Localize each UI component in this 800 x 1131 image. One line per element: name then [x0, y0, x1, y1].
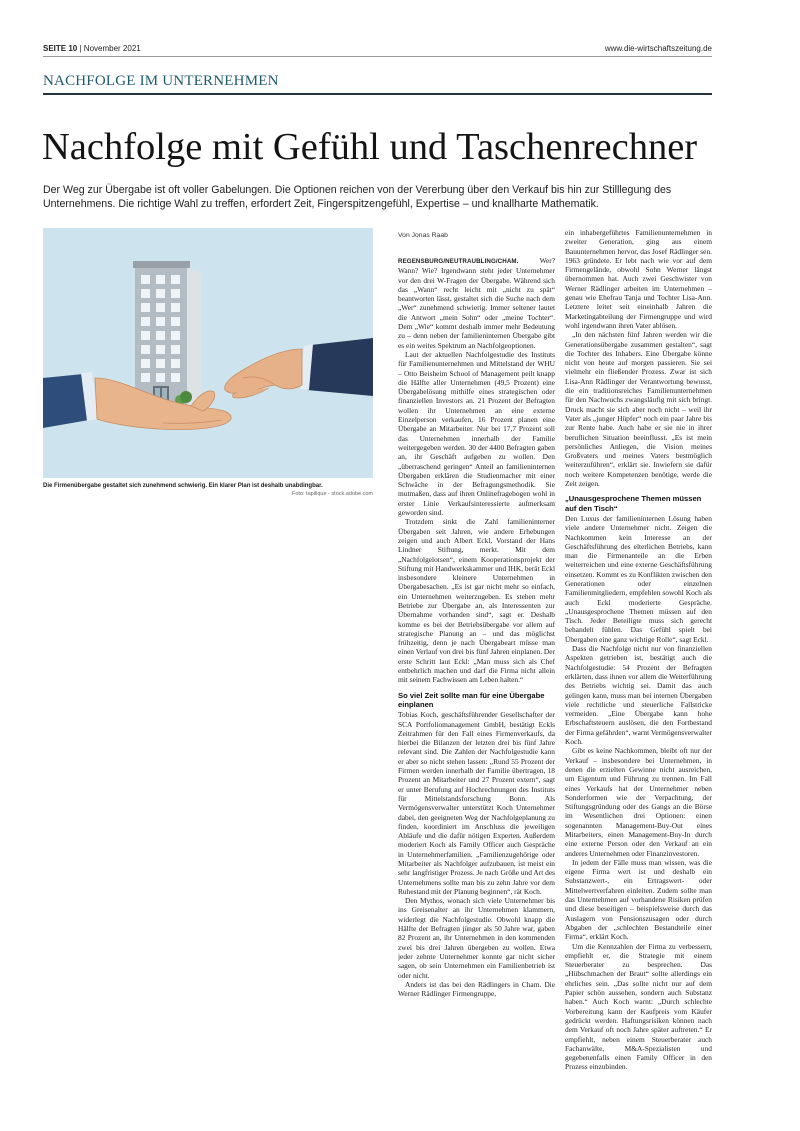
article-column-1 — [398, 228, 555, 1094]
building-window — [171, 317, 180, 326]
article-paragraph: Laut der aktuellen Nachfolgestudie des Instituts für Familienunternehmen und Mittelstand der WHU – Otto Beisheim School of Management peilt knapp die Hälfte aller Unternehmen (49,5 Prozent) eine Übergabelösung mithilfe eines strategischen oder finanziellen Investors an. 21 Prozent der Befragten wollen ihr Unternehmen an eine externe Einzelperson verkaufen, 16 Prozent planen eine Übergabe an Mitarbeiter. Nur bei 17,7 Prozent soll das Unternehmen innerhalb der Familie weitergegeben werden. 30 der 4400 Befragten gaben an, ihr Geschäft aufgeben zu wollen. Den „überraschend geringen“ Anteil an familieninternen Übergaben erklären die Studienmacher mit einer Schwäche in der Befragungsmethodik. Sie mutmaßen, dass auf ihren Onlinefragebogen wohl in erster Linie Verkaufsinteressierte aufmerksam geworden sind. — [398, 349, 555, 518]
article-deck: Der Weg zur Übergabe ist oft voller Gabelungen. Die Optionen reichen von der Vererbung über den Verkauf bis hin zur Stilllegung des Unternehmens. Die richtige Wahl zu treffen, erfordert Zeit, Fingerspitzengefühl, Expertise – und knallharte Mathematik. — [43, 184, 672, 210]
article-paragraph — [398, 256, 555, 350]
issue-date: November 2021 — [83, 44, 141, 53]
building-window — [156, 359, 165, 368]
article-subhead: So viel Zeit sollte man für eine Übergabe einplanen — [398, 690, 545, 709]
building-window — [141, 359, 150, 368]
article-paragraph: ein inhabergeführtes Familienunternehmen in zweiter Generation, ging aus einem Bauunternehmen hervor, das Josef Rädlinger sen. 1963 gründete. Er lebt nach wie vor auf dem Firmengelände, obwohl Sohn Werner längst übernommen hat. Auch zwei Geschwister von Werner Rädlinger arbeiten im Unternehmen – genau wie Ehefrau Tanja und Tochter Lisa-Ann. Letztere leitet seit eineinhalb Jahren die Marketingabteilung der Firmengruppe und wird wohl irgendwann ihren Vater ablösen. — [565, 228, 712, 330]
article-paragraph: Gibt es keine Nachkommen, bleibt oft nur der Verkauf – insbesondere bei Unternehmen, in denen die erzielten Gewinne nicht ausreichen, um Eigentum und Führung zu trennen. Im Fall eines Verkaufs hat der Unternehmer neben Sonderformen wie der Verpachtung, der Stiftungsgründung oder des Gangs an die Börse im Wesentlichen drei Optionen: einen sogenannten Management-Buy-Out eines Mitarbeiters, einen Management-Buy-In durch eine externe Person oder den Verkauf an ein anderes Unternehmen oder Finanzinvestoren. — [565, 746, 712, 858]
article-paragraph: Trotzdem sinkt die Zahl familieninterner Übergaben seit Jahren, wie andere Erhebungen zeigen und auch Albert Eckl, Vorstand der Hans Lindner Stiftung, merkt. Mit dem „Nachfolgelotsen“, einem Kooperationsprojekt der Stiftung mit Handwerkskammer und IHK, berät Eckl insbesondere kleinere Unternehmen in Übergabesachen. „Es ist gar nicht mehr so einfach, ein Unternehmen weiterzugeben. Es stehen mehr Betriebe zur Übergabe an, als Interessenten zur Übernahme vorhanden sind“, sagt er. Deshalb komme es bei der Betriebsübergabe vor allem auf strategische Planung an – und das möglichst frühzeitig, denn je nach Übergabeart müsse man einen Verlauf von drei bis fünf Jahren einplanen. Der erste Schritt laut Eckl: „Man muss sich als Chef entbehrlich machen und darf die Firma nicht allein mit seinem Fachwissen am Leben halten.“ — [398, 517, 555, 685]
building-window — [156, 303, 165, 312]
article-paragraph: Den Mythos, wonach sich viele Unternehmer bis ins Greisenalter an ihr Unternehmen klammern, widerlegt die Nachfolgestudie. Obwohl knapp die Hälfte der Befragten jünger als 50 Jahre war, gaben 82 Prozent an, ihr Unternehmen in den kommenden zwei bis drei Jahren übergeben zu wollen. Etwa jeder zehnte Unternehmer konnte gar nicht sicher sagen, ob sein Unternehmen ein Familienbetrieb ist oder nicht. — [398, 896, 555, 980]
article-paragraph: Anders ist das bei den Rädlingers in Cham. Die Werner Rädlinger Firmengruppe, — [398, 979, 555, 999]
article-subhead: „Unausgesprochene Themen müssen auf den Tisch“ — [565, 494, 702, 513]
building-window — [171, 303, 180, 312]
building-window — [156, 373, 165, 382]
article-photo — [43, 228, 373, 478]
office-building-illustration — [133, 261, 201, 406]
article-paragraph: Dass die Nachfolge nicht nur von finanziellen Aspekten getrieben ist, bestätigt auch die Nachfolgestudie: 54 Prozent der Befragten erklärten, dass ihnen vor allem die Weiterführung des Betriebs wichtig sei. Damit das auch gelingen kann, muss man bei internen Übergaben viele rechtliche und steuerliche Fallstricke vermeiden. „Eine Übergabe kann hohe Erbschaftsteuern auslösen, die den Fortbestand der Firma gefährden“, warnt Vermögensverwalter Koch. — [565, 644, 712, 747]
building-window — [171, 373, 180, 382]
building-window — [171, 289, 180, 298]
building-window — [141, 373, 150, 382]
header-separator: | — [79, 44, 82, 53]
building-window — [141, 317, 150, 326]
article-byline: Von Jonas Raab — [398, 232, 448, 239]
section-title: NACHFOLGE IM UNTERNEHMEN — [43, 73, 279, 89]
building-window — [156, 289, 165, 298]
paragraph-text: Wer? Wann? Wie? Irgendwann steht jeder Unternehmer vor den drei W-Fragen der Übergabe. Während sich das „Wann“ recht leicht mit „nicht zu spät“ beantworten lässt, gestaltet sich die Suche nach dem „Wer“ zunehmend schwierig. Immer seltener lautet die Antwort „mein Sohn“ oder „meine Tochter“. Dem „Wie“ kommt deshalb immer mehr Bedeutung zu – denn neben der familieninternen Übergabe gibt es ein weites Spektrum an Nachfolgeoptionen. — [398, 256, 555, 350]
dateline: REGENSBURG/NEUTRAUBLING/CHAM. — [398, 258, 519, 265]
article-headline: Nachfolge mit Gefühl und Taschenrechner — [42, 126, 698, 168]
page-number: SEITE 10 — [43, 44, 78, 53]
header-divider — [43, 56, 712, 57]
section-divider — [43, 93, 712, 95]
article-paragraph: Tobias Koch, geschäftsführender Gesellschafter der SCA Portfoliomanagement GmbH, bestätigt Eckls Zeitrahmen für den Fall eines Firmenverkaufs, da hierbei die Bilanzen der letzten drei bis fünf Jahre relevant sind. Die Zahlen der Nachfolgestudie kann er aber so nicht stehen lassen: „Rund 55 Prozent der Firmen werden innerhalb der Familie übertragen, 18 Prozent an Mitarbeiter und 27 Prozent extern“, sagt er unter Berufung auf Hochrechnungen des Instituts für Mittelstandsforschung Bonn. Als Vermögensverwalter unterstützt Koch Unternehmer dabei, den geeigneten Weg der Nachfolgeplanung zu finden, koordiniert im Anschluss die jeweiligen Abläufe und die dafür nötigen Experten. Außerdem moderiert Koch als Family Officer auch Gespräche in Unternehmerfamilien. „Familienzugehörige oder Mitarbeiter als Nachfolger aufzubauen, ist meist ein sehr langfristiger Prozess. Je nach Größe und Art des Unternehmens sollte man bis zu zehn Jahre vor dem Ruhestand mit der Planung beginnen“, rät Koch. — [398, 710, 555, 896]
article-paragraph: „In den nächsten fünf Jahren werden wir die Generationsübergabe zusammen gestalten“, sagt die Tochter des Inhabers. Eine Übergabe könne nicht von heute auf morgen passieren. Sie sei vielmehr ein fließender Prozess. Zwar ist sich Lisa-Ann Rädlinger der Verantwortung bewusst, die ein traditionsreiches Familienunternehmen für den Nachwuchs zwangsläufig mit sich bringt. Druck macht sie sich aber noch nicht – weil ihr Vater als „junger Hüpfer“ noch ein paar Jahre bis zur Rente habe. Auch habe er sie nie in ihrer beruflichen Situation beeinflusst. „Es ist mein persönliches Anliegen, die Vision meines Großvaters und meines Vaters bestmöglich weiterzuführen“, erklärt sie. Inwiefern sie dafür noch weitere Kompetenzen benötige, werde die Zeit zeigen. — [565, 330, 712, 489]
page-header-left — [43, 44, 141, 54]
article-paragraph: Den Luxus der familieninternen Lösung haben viele andere Unternehmer nicht. Zeigen die Nachkommen kein Interesse an der Geschäftsführung des elterlichen Betriebs, kann man die Firmenanteile an die Erben weiterreichen und eine externe Geschäftsführung einsetzen. Kommt es zu Konflikten zwischen den Generationen oder einzelnen Familienmitgliedern, empfehlen sowohl Koch als auch Eckl moderierte Gespräche. „Unausgesprochene Themen müssen auf den Tisch. Jeder Beteiligte muss sich gerecht behandelt fühlen. Das Gefühl spielt bei Übergaben eine ganz wichtige Rolle“, sagt Eckl. — [565, 513, 712, 644]
building-window — [156, 331, 165, 340]
building-window — [141, 331, 150, 340]
building-window — [171, 359, 180, 368]
building-window — [171, 331, 180, 340]
article-paragraph: In jedem der Fälle muss man wissen, was die eigene Firma wert ist und deshalb ein Substanzwert-, ein Ertragswert- oder Mittelwertverfahren einleiten. Zudem sollte man das Unternehmen auf vorhandene Risiken prüfen und diese beseitigen – beispielsweise durch das Auslagern von Pensionszusagen oder durch Abgaben der „schlechten Bestandteile einer Firma“, erklärt Koch. — [565, 857, 712, 942]
building-window — [141, 345, 150, 354]
photo-illustration — [43, 228, 373, 478]
article-paragraph: Um die Kennzahlen der Firma zu verbessern, empfiehlt er, die Strategie mit einem Steuerberater zu besprechen. Das „Hübschmachen der Braut“ sollte allerdings ein ehrliches sein. „Das sollte nicht nur auf dem Papier schön aussehen, sondern auch Substanz haben.“ Auch Koch warnt: „Durch schlechte Vorbereitung kann der Kaufpreis vom Käufer gedrückt werden. Haftungsrisiken können nach dem Verkauf oft noch Jahre später auftreten.“ Er empfiehlt, neben einem Steuerberater auch Fachanwälte, M&A-Spezialisten und gegebenenfalls einen Family Officer in den Prozess einzubinden. — [565, 941, 712, 1072]
building-window — [156, 275, 165, 284]
publication-url: www.die-wirtschaftszeitung.de — [604, 44, 712, 53]
building-window — [141, 303, 150, 312]
photo-caption: Die Firmenübergabe gestaltet sich zunehmend schwierig. Ein klarer Plan ist deshalb unabdingbar. — [43, 483, 323, 489]
article-column-2 — [565, 228, 712, 1094]
building-window — [141, 275, 150, 284]
photo-credit: Foto: tapilique - stock.adobe.com — [291, 491, 373, 497]
building-window — [171, 275, 180, 284]
building-window — [156, 345, 165, 354]
building-window — [141, 289, 150, 298]
building-window — [156, 317, 165, 326]
building-window — [171, 345, 180, 354]
